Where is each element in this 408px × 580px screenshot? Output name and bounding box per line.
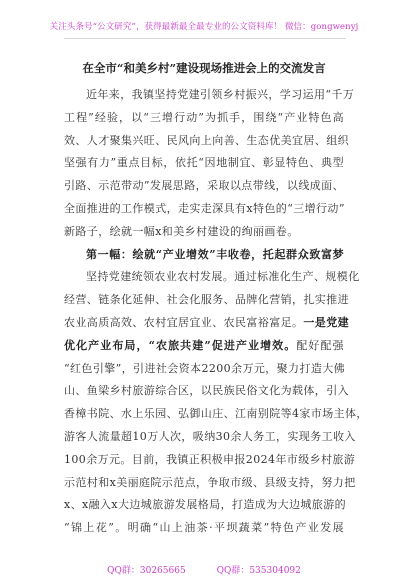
emphasis-text: “农旅共建”促进产业增效。: [148, 338, 297, 352]
qq-group-link[interactable]: QQ群：535304092: [216, 566, 301, 576]
section-heading: 第一幅：绘就“产业增效”丰收卷，托起群众致富梦: [86, 247, 344, 261]
intro-line: 新路子，绘就一幅x和美乡村建设的绚丽画卷。: [64, 224, 299, 238]
section-line: 示范村和x美丽庭院示范点，争取市级、县级支持，努力把: [64, 475, 356, 489]
intro-line: 全面推进的工作模式，走实走深具有x特色的“三增行动”: [64, 201, 345, 215]
document-title: 在全市“和美乡村”建设现场推进会上的交流发言: [82, 61, 326, 75]
intro-line: 引路、示范带动”发展思路，采取以点带线，以线成面、: [64, 179, 344, 193]
section-line: 100余万元。目前，我镇正积极申报2024年市级乡村旅游: [64, 452, 356, 466]
banner-text: 关注头条号“公文研究”，获得最新最全最专业的公文资料库！ 微信：gongwenyj: [49, 22, 359, 32]
intro-line: 工程”经验，以“三增行动”为抓手，围绕“产业特色高: [64, 110, 344, 124]
section-line: 坚持党建统领农业农村发展。通过标准化生产、规模化: [86, 270, 360, 284]
emphasis-text: 一是党建: [303, 315, 350, 329]
footer: [0, 563, 408, 576]
intro-line: 坚强有力”重点目标，依托“因地制宜、彰显特色、典型: [64, 156, 344, 170]
section-line: 山、鱼梁乡村旅游综合区，以民族民俗文化为载体，引入: [64, 384, 349, 398]
intro-line: 近年来，我镇坚持党建引领乡村振兴，学习运用“千万: [86, 88, 355, 101]
section-line: 游客人流量超10万人次，吸纳30余人务工，实现务工收入: [64, 429, 356, 443]
section-text: 配好配强: [296, 338, 344, 352]
section-line: “红色引擎”，引进社会资本2200余万元，聚力打造大佛: [64, 361, 346, 375]
document-body: [64, 84, 368, 540]
emphasis-text: 优化产业布局，: [64, 338, 149, 352]
intro-line: 效、人才聚集兴旺、民风向上向善、生态优美宜居、组织: [64, 133, 349, 147]
section-line: “锦上花”。明确“山上油茶·平坝蔬菜”特色产业发展: [64, 521, 344, 535]
section-line: 经营、链条化延伸、社会化服务、品牌化营销，扎实推进: [64, 293, 349, 307]
qq-group-link[interactable]: QQ群：30265665: [107, 566, 186, 576]
section-line: [64, 335, 344, 358]
banner-divider: [64, 38, 346, 39]
section-line: 香樟书院、水上乐园、弘御山庄、江南别院等4家市场主体，: [64, 407, 368, 421]
section-line: [64, 312, 350, 335]
section-text: 农业高质高效、农村宜居宜业、农民富裕富足。: [64, 315, 304, 329]
section-line: x、x融入x大边城旅游发展格局，打造成为大边城旅游的: [64, 498, 347, 512]
